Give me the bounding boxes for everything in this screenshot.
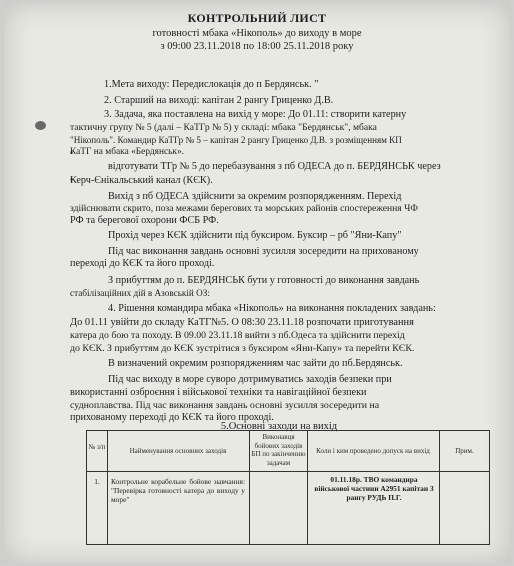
document-title: КОНТРОЛЬНИЙ ЛИСТ: [187, 11, 327, 25]
body-line: судноплавства. Під час виконання завдань основні зусилля зосередити на: [70, 400, 380, 411]
body-line: використанні озброєння і військової техніки та навігаційної безпеки: [70, 387, 367, 398]
body-line: РФ та берегової охорони ФСБ РФ.: [70, 215, 219, 226]
table-cell-when: 01.11.18р. ТВО командира військової частини А2951 капітан 3 рангу РУДЬ П.Г.: [314, 475, 434, 502]
body-line: В визначений окремим розпорядженням час зайти до пб.Бердянськ.: [108, 358, 403, 369]
table-header-num: № з/п: [88, 443, 106, 451]
table-header-name: Найменування основних заходів: [129, 447, 227, 455]
body-line: 3. Задача, яка поставлена на вихід у море: До 01.11: створити катерну: [104, 109, 407, 120]
ink-dot: [70, 151, 73, 154]
document-subtitle: готовності мбака «Нікополь» до виходу в море: [152, 28, 362, 39]
body-line: стабілізаційних дій в Азовській ОЗ:: [70, 288, 210, 298]
body-line: Під час виконання завдань основні зусилля зосередити на прихованому: [108, 246, 419, 257]
body-line: катера до бою та походу. В 09.00 23.11.18 вийти з пб.Одеса та здійснити перехід: [70, 330, 405, 341]
table-cell-num: 1.: [94, 477, 100, 486]
body-line: Вихід з пб ОДЕСА здійснити за окремим розпорядженням. Перехід: [108, 191, 402, 202]
measures-table: [86, 430, 490, 545]
body-line: до КЄК. З прибуттям до КЄК зустрітися з буксиром «Яни-Капу» та перейти КЄК.: [70, 343, 415, 354]
body-line: Керч-Єнікальський канал (КЄК).: [70, 175, 213, 186]
body-line: 1.Мета виходу: Передислокація до п Бердянськ. ": [104, 79, 319, 90]
table-cell-name: Контрольне корабельне бойове навчання: "Перевірка готовності катера до виходу у море": [111, 477, 245, 504]
document-period: з 09:00 23.11.2018 по 18:00 25.11.2018 року: [160, 41, 354, 52]
body-line: До 01.11 увійти до складу КаТГ№5. О 08:30 23.11.18 розпочати приготування: [70, 317, 414, 328]
table-header-who: Виконавця бойових заходів БП по закінченню задачам: [251, 433, 306, 467]
body-line: 4. Рішення командира мбака «Нікополь» на виконання покладених завдань:: [108, 303, 436, 314]
body-line: Прохід через КЄК здійснити під буксиром. Буксир – рб "Яни-Капу": [108, 230, 402, 241]
body-line: 2. Старший на виході: капітан 2 рангу Гриценко Д.В.: [104, 95, 334, 106]
section-title: 5.Основні заходи на вихід: [220, 421, 338, 432]
table-header-note: Прим.: [455, 447, 474, 455]
ink-blot: [35, 121, 46, 130]
body-line: прихованому переході до КЄК та його проході.: [70, 412, 274, 423]
body-line: здійснювати скрито, поза межами берегових та морських районів спостереження ЧФ: [70, 203, 418, 214]
body-line: відготувати ТГр № 5 до перебазування з пб ОДЕСА до п. БЕРДЯНСЬК через: [108, 161, 441, 172]
body-line: переході до КЄК та його проході.: [70, 258, 215, 269]
table-header-when: Коли і ким проведено допуск на вихід: [316, 447, 430, 455]
body-line: "Нікополь". Командир КаТГр № 5 – капітан 2 рангу Гриценко Д.В. з розміщенням КП: [70, 135, 402, 145]
body-line: З прибуттям до п. БЕРДЯНСЬК бути у готовності до виконання завдань: [108, 275, 420, 286]
document-page: [4, 3, 510, 563]
ink-dot: [70, 178, 73, 181]
body-line: Під час виходу в море суворо дотримуватись заходів безпеки при: [108, 374, 392, 385]
body-line: тактичну групу № 5 (далі – КаТГр № 5) у складі: мбака "Бердянськ", мбака: [70, 122, 377, 133]
body-line: КаТГ на мбака «Бердянськ».: [70, 147, 185, 157]
